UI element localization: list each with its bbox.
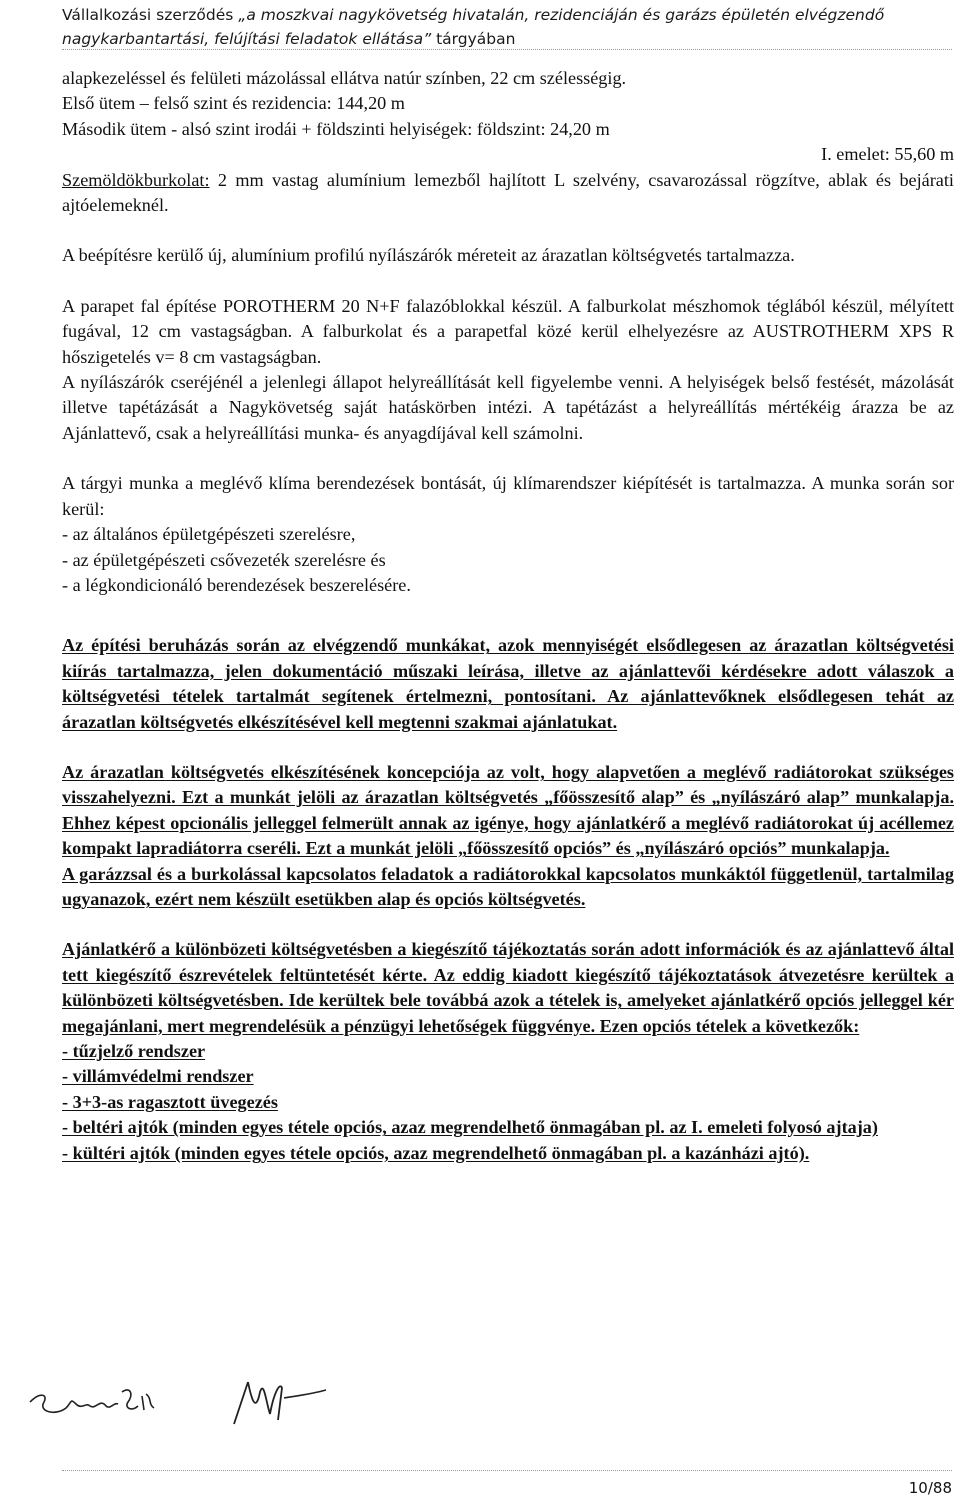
footer-divider: [62, 1470, 952, 1471]
bold-paragraph: Az árazatlan költségvetés elkészítésének koncepciója az volt, hogy alapvetően a meglévő radiátorokat szükséges visszahelyezni. Ezt a munkát jelöli az árazatlan költségvetés „főösszesítő alap” és „nyílászáró alap” munkalapja. Ehhez képest opcionális jelleggel felmerült annak az igénye, hogy ajánlatkérő a meglévő radiátorokat új acéllemez kompakt lapradiátorra cseréli. Ezt a munkát jelöli „főösszesítő opciós” és „nyílászáró opciós” munkalapja.: [62, 761, 954, 859]
paragraph-line: I. emelet: 55,60 m: [821, 144, 954, 165]
list-item: - az általános épületgépészeti szerelésre,: [62, 524, 356, 545]
paragraph-lintel: [62, 168, 954, 219]
header-prefix: Vállalkozási szerződés: [62, 6, 239, 24]
document-body: [62, 66, 954, 1166]
paragraph: A parapet fal építése POROTHERM 20 N+F falazóblokkal készül. A falburkolat mészhomok téglából készül, mélyített fugával, 12 cm vastagságban. A falburkolat és a parapetfal közé kerül elhelyezésre az AUSTROTHERM XPS R hőszigetelés v= 8 cm vastagságban.: [62, 295, 954, 367]
document-header: [62, 3, 952, 51]
paragraph: A beépítésre kerülő új, alumínium profilú nyílászárók méreteit az árazatlan költségvetés tartalmazza.: [62, 245, 795, 266]
header-suffix: tárgyában: [431, 30, 516, 48]
lintel-text: 2 mm vastag alumínium lemezből hajlított L szelvény, csavarozással rögzítve, ablak és bejárati ajtóelemeknél.: [62, 169, 954, 216]
option-item: - beltéri ajtók (minden egyes tétele opciós, azaz megrendelhető önmagában pl. az I. emeleti folyosó ajtaja): [62, 1117, 878, 1138]
option-item: - villámvédelmi rendszer: [62, 1066, 254, 1087]
list-item: - az épületgépészeti csővezeték szerelésre és: [62, 549, 386, 570]
header-divider: [62, 49, 952, 50]
header-contract-title: „a moszkvai nagykövetség hivatalán, rezidenciáján és garázs épületén elvégzendő nagykarbantartási, felújítási feladatok ellátása”: [62, 6, 885, 48]
signature-left: [26, 1372, 166, 1432]
list-item: - a légkondicionáló berendezések beszerelésére.: [62, 574, 411, 595]
signature-right: [226, 1372, 336, 1432]
bold-paragraph: Az építési beruházás során az elvégzendő munkákat, azok mennyiségét elsődlegesen az árazatlan költségvetési kiírás tartalmazza, jelen dokumentáció műszaki leírása, illetve az ajánlattevői kérdésekre adott válaszok a költségvetési tételek tartalmát segítenek értelmezni, pontosítani. Az ajánlattevőknek elsődlegesen tehát az árazatlan költségvetés elkészítésével kell megtenni szakmai ajánlatukat.: [62, 635, 954, 732]
paragraph-line: Második ütem - alsó szint irodái + földszinti helyiségek: földszint: 24,20 m: [62, 118, 610, 139]
page-number: 10/88: [908, 1479, 952, 1497]
option-item: - tűzjelző rendszer: [62, 1041, 206, 1061]
paragraph-line: alapkezeléssel és felületi mázolással ellátva natúr színben, 22 cm szélességig.: [62, 68, 627, 88]
paragraph: A nyílászárók cseréjénél a jelenlegi állapot helyreállítását kell figyelembe venni. A helyiségek belső festését, mázolását illetve tapétázását a Nagykövetség saját hatáskörben intézi. A tapétázást a helyreállítás mértékéig árazza be az Ajánlattevő, csak a helyreállítási munka- és anyagdíjával kell számolni.: [62, 372, 954, 443]
option-item: - kültéri ajtók (minden egyes tétele opciós, azaz megrendelhető önmagában pl. a kazánházi ajtó).: [62, 1142, 810, 1163]
bold-paragraph: A garázzsal és a burkolással kapcsolatos feladatok a radiátorokkal kapcsolatos munkáktól függetlenül, tartalmilag ugyanazok, ezért nem készült esetükben alap és opciós költségvetés.: [62, 863, 954, 909]
paragraph: A tárgyi munka a meglévő klíma berendezések bontását, új klímarendszer kiépítését is tartalmazza. A munka során sor kerül:: [62, 473, 954, 519]
lintel-label: Szemöldökburkolat:: [62, 169, 210, 190]
paragraph-line: Első ütem – felső szint és rezidencia: 144,20 m: [62, 93, 405, 114]
bold-paragraph: Ajánlatkérő a különbözeti költségvetésben a kiegészítő tájékoztatás során adott információk és az ajánlattevő által tett kiegészítő észrevételek feltüntetését kérte. Az eddig kiadott kiegészítő tájékoztatások átvezetésre kerültek a különbözeti költségvetésben. Ide kerültek bele továbbá azok a tételek is, amelyeket ajánlatkérő opciós jelleggel kér megajánlani, mert megrendelésük a pénzügyi lehetőségek függvénye. Ezen opciós tételek a következők:: [62, 939, 954, 1036]
option-item: - 3+3-as ragasztott üvegezés: [62, 1091, 278, 1112]
